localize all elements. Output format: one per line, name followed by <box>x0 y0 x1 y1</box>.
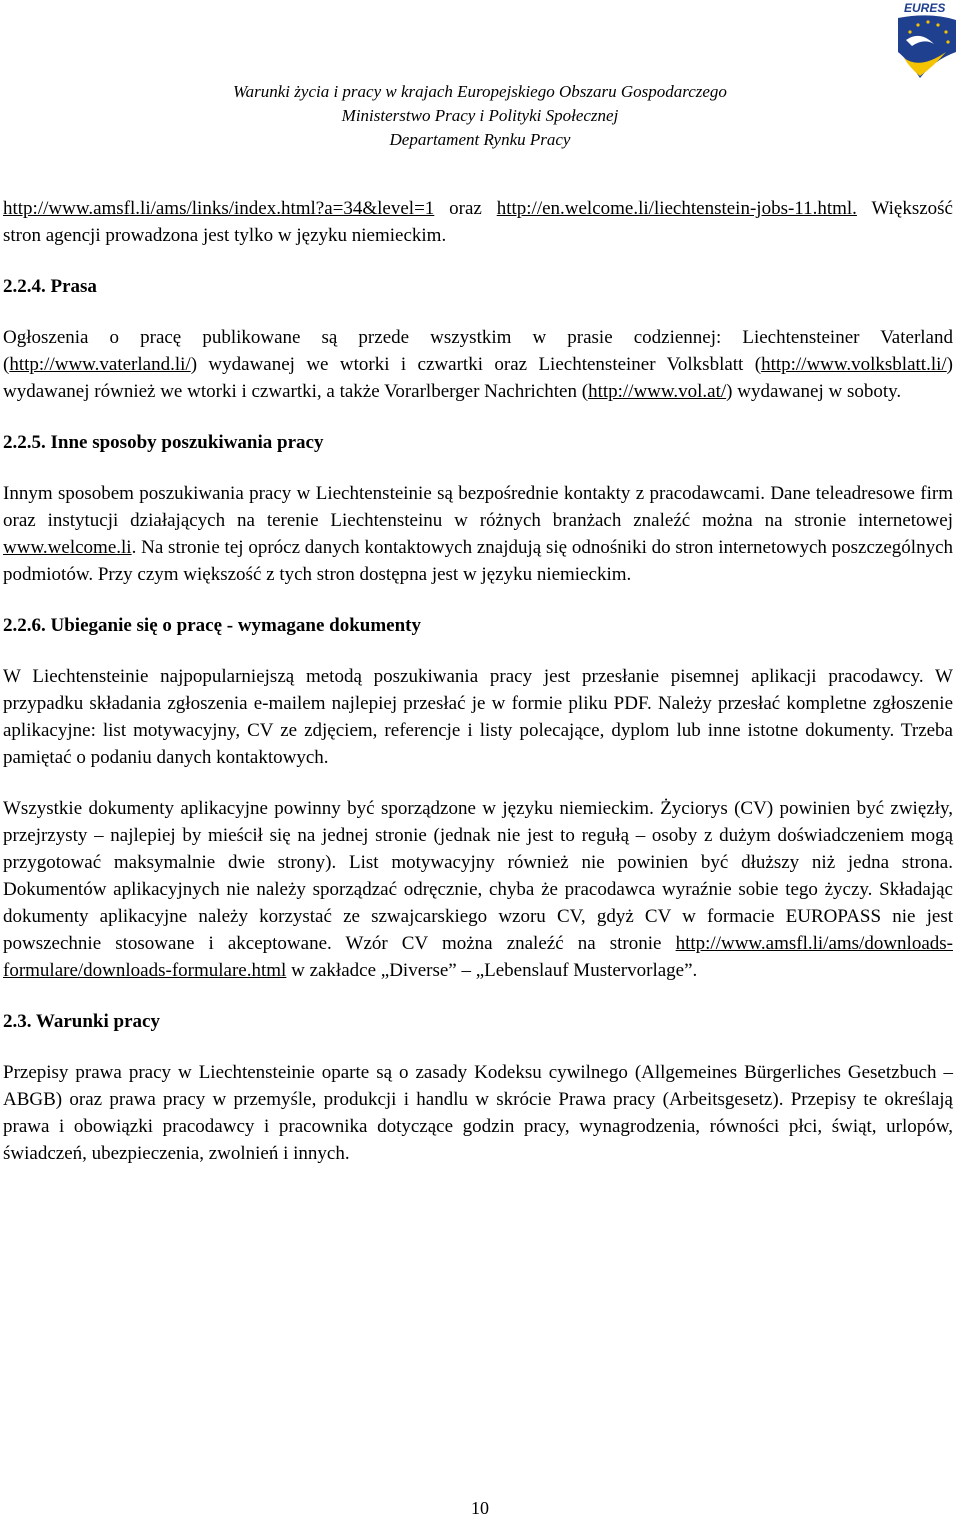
page-number: 10 <box>471 1498 489 1518</box>
paragraph-documents: Wszystkie dokumenty aplikacyjne powinny być sporządzone w języku niemieckim. Życiorys (CV) powinien być zwięzły, przejrzysty – najlepiej by mieścił się na jednej stronie (jednak nie jest to regułą – osoby z dużym doświadczeniem mogą przygotować maksymalnie dwie strony). List motywacyjny również nie powinien być dłuższy niż jedna strona. Dokumentów aplikacyjnych nie należy sporządzać odręcznie, chyba że pracodawca wyraźnie sobie tego życzy. Składając dokumenty aplikacyjne należy korzystać ze szwajcarskiego wzoru CV, gdyż CV w formacie EUROPASS nie jest powszechnie stosowane i akceptowane. Wzór CV można znaleźć na stronie http://www.amsfl.li/ams/downloads-formulare/downloads-formulare.html w zakładce „Diverse” – „Lebenslauf Mustervorlage”. <box>3 798 953 981</box>
header-line-3: Departament Rynku Pracy <box>389 130 571 149</box>
heading-2-2-6: 2.2.6. Ubieganie się o pracę - wymagane dokumenty <box>3 615 421 636</box>
eures-logo <box>890 0 960 80</box>
header-line-2: Ministerstwo Pracy i Polityki Społecznej <box>341 106 619 125</box>
header-line-1: Warunki życia i pracy w krajach Europejskiego Obszaru Gospodarczego <box>233 82 727 101</box>
vaterland-link[interactable]: http://www.vaterland.li/ <box>9 354 191 375</box>
heading-2-3: 2.3. Warunki pracy <box>3 1011 160 1032</box>
cv-template-link[interactable]: http://www.amsfl.li/ams/downloads-formulare/downloads-formulare.html <box>3 933 953 981</box>
paragraph-press: Ogłoszenia o pracę publikowane są przede wszystkim w prasie codziennej: Liechtensteiner Vaterland (http://www.vaterland.li/) wydawanej we wtorki i czwartki oraz Liechtensteiner Volksblatt (http://www.volksblatt.li/) wydawanej również we wtorki i czwartki, a także Vorarlberger Nachrichten (http://www.vol.at/) wydawanej w soboty. <box>3 327 953 402</box>
document-body <box>3 195 953 1167</box>
welcome-jobs-link[interactable]: http://en.welcome.li/liechtenstein-jobs-11.html. <box>496 198 857 219</box>
paragraph-application: W Liechtensteinie najpopularniejszą metodą poszukiwania pracy jest przesłanie pisemnej aplikacji pracodawcy. W przypadku składania zgłoszenia e-mailem najlepiej przesłać je w formie pliku PDF. Należy przesłać kompletne zgłoszenie aplikacyjne: list motywacyjny, CV ze zdjęciem, referencje i listy polecające, dyplom lub inne istotne dokumenty. Trzeba pamiętać o podaniu danych kontaktowych. <box>3 666 953 768</box>
volksblatt-link[interactable]: http://www.volksblatt.li/ <box>761 354 947 375</box>
heading-2-2-4: 2.2.4. Prasa <box>3 276 97 297</box>
paragraph-other-methods: Innym sposobem poszukiwania pracy w Liechtensteinie są bezpośrednie kontakty z pracodawcami. Dane teleadresowe firm oraz instytucji działających na terenie Liechtensteinu w różnych branżach znaleźć można na stronie internetowej www.welcome.li. Na stronie tej oprócz danych kontaktowych znajdują się odnośniki do stron internetowych poszczególnych podmiotów. Przy czym większość z tych stron dostępna jest w języku niemieckim. <box>3 483 953 585</box>
document-header <box>0 80 960 152</box>
paragraph-links: http://www.amsfl.li/ams/links/index.html?a=34&level=1 oraz http://en.welcome.li/liechtenstein-jobs-11.html. Większość stron agencji prowadzona jest tylko w języku niemieckim. <box>3 198 953 246</box>
eures-logo-text: EURES <box>904 1 946 15</box>
amsfl-link[interactable]: http://www.amsfl.li/ams/links/index.html?a=34&level=1 <box>3 198 435 219</box>
paragraph-work-conditions: Przepisy prawa pracy w Liechtensteinie oparte są o zasady Kodeksu cywilnego (Allgemeines Bürgerliches Gesetzbuch – ABGB) oraz prawa pracy w przemyśle, produkcji i handlu w skrócie Prawa pracy (Arbeitsgesetz). Przepisy te określają prawa i obowiązki pracodawcy i pracownika dotyczące godzin pracy, wynagrodzenia, równości płci, świąt, urlopów, świadczeń, ubezpieczenia, zwolnień i innych. <box>3 1062 953 1164</box>
welcome-link[interactable]: www.welcome.li <box>3 537 132 558</box>
heading-2-2-5: 2.2.5. Inne sposoby poszukiwania pracy <box>3 432 324 453</box>
vol-link[interactable]: http://www.vol.at/ <box>588 381 727 402</box>
